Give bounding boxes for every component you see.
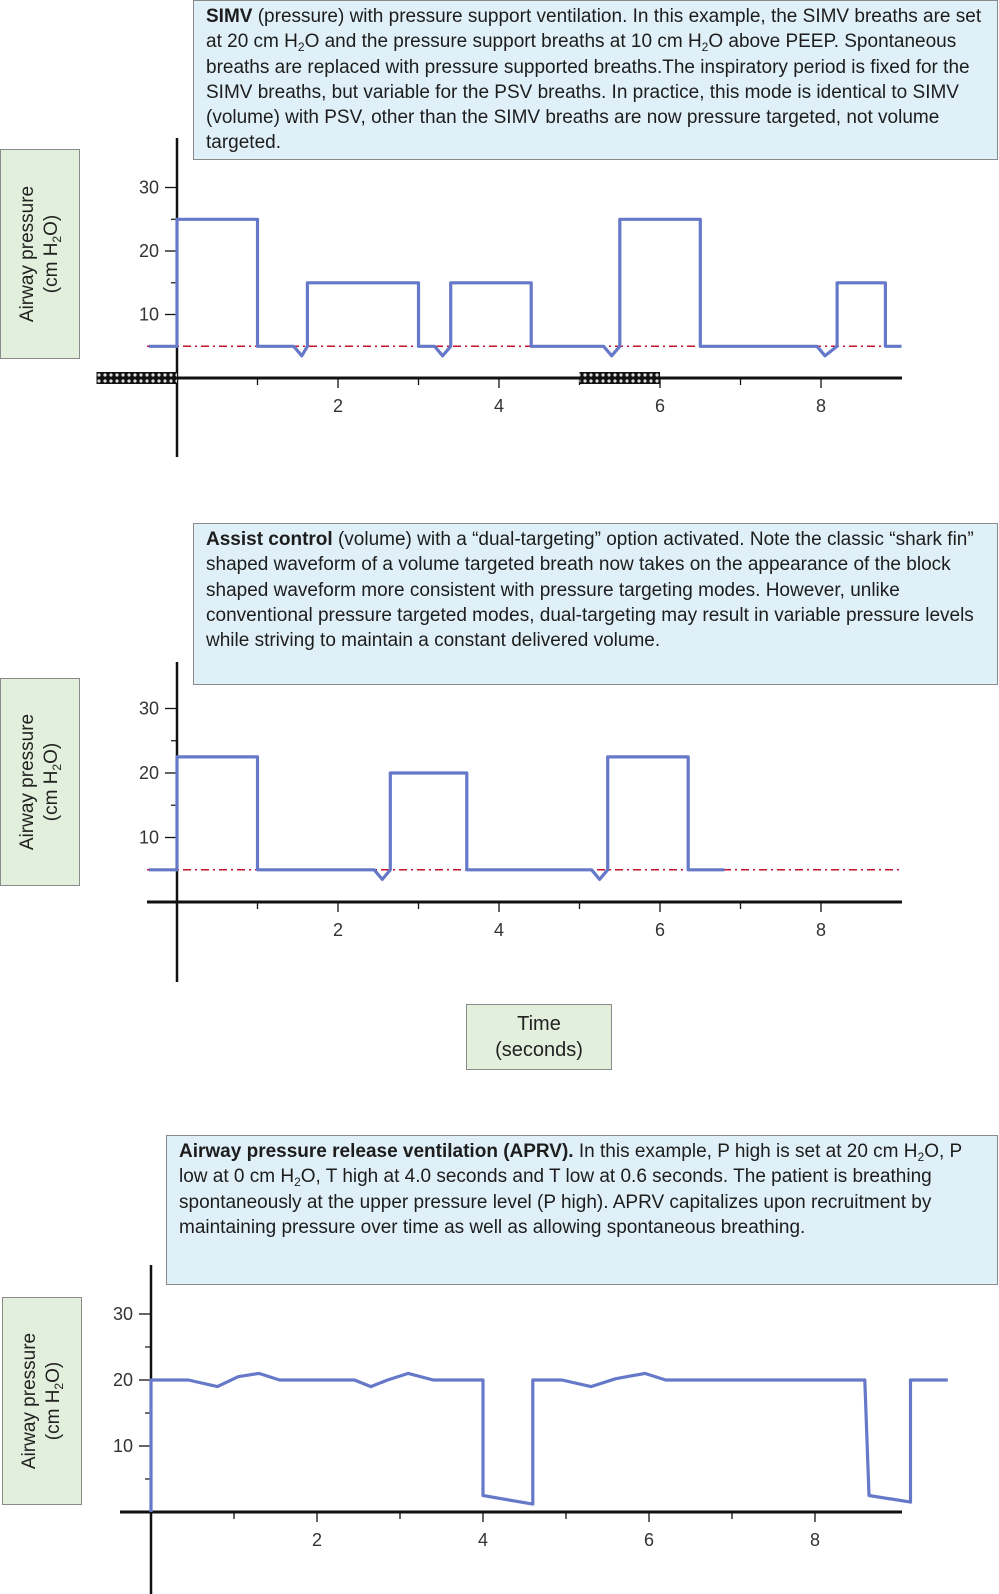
x-tick-label-3-8: 8	[809, 1530, 821, 1550]
pressure-waveform-3	[151, 1373, 948, 1512]
ylabel-box-3: Airway pressure (cm $H_2O$)	[2, 1297, 82, 1505]
y-tick-label-2-20: 20	[138, 763, 159, 783]
x-tick-label-1-2: 2	[332, 396, 344, 416]
caption-assist-control: Assist control (volume) with a “dual-targeting” option activated. Note the classic “shark fin” shaped waveform of a volume targeted breath now takes on the appearance of the block shaped waveform more consistent with pressure targeting modes. However, unlike conventional pressure targeted modes, dual-targeting may result in variable pressure levels while striving to maintain a constant delivered volume.	[193, 523, 998, 685]
caption-simv: SIMV (pressure) with pressure support ventilation. In this example, the SIMV breaths are set at 20 cm $H_2O$ and the pressure support breaths at 10 cm $H_2O$ above PEEP. Spontaneous breaths are replaced with pressure supported breaths.The inspiratory period is fixed for the SIMV breaths, but variable for the PSV breaths. In practice, this mode is identical to SIMV (volume) with PSV, other than the SIMV breaths are now pressure targeted, not volume targeted.	[193, 0, 998, 160]
x-tick-label-2-8: 8	[815, 920, 827, 940]
x-tick-label-3-2: 2	[311, 1530, 323, 1550]
x-tick-label-3-4: 4	[477, 1530, 489, 1550]
y-tick-label-3-20: 20	[112, 1370, 133, 1390]
ylabel-box-1: Airway pressure (cm $H_2O$)	[0, 149, 80, 359]
x-tick-label-2-4: 4	[493, 920, 505, 940]
y-tick-label-1-10: 10	[138, 304, 159, 325]
y-tick-label-1-20: 20	[138, 241, 159, 261]
y-tick-label-3-10: 10	[112, 1436, 133, 1456]
time-label-box: Time (seconds)	[466, 1004, 612, 1070]
ylabel-box-2: Airway pressure (cm $H_2O$)	[0, 678, 80, 886]
inspiratory-marker-1	[97, 372, 178, 384]
x-tick-label-1-6: 6	[654, 396, 666, 416]
x-tick-label-1-4: 4	[493, 396, 505, 416]
pressure-waveform-2	[149, 757, 725, 880]
pressure-waveform-1	[149, 219, 902, 355]
caption-aprv-bold: Airway pressure release ventilation (APRV).	[179, 1141, 574, 1162]
y-tick-label-2-10: 10	[138, 827, 159, 848]
x-tick-label-2-6: 6	[654, 920, 666, 940]
y-tick-label-2-30: 30	[138, 698, 159, 719]
caption-simv-bold: SIMV	[206, 6, 253, 27]
y-tick-label-3-30: 30	[112, 1304, 133, 1324]
caption-assist-bold: Assist control	[206, 529, 333, 550]
y-tick-label-1-30: 30	[138, 177, 159, 198]
x-tick-label-3-6: 6	[643, 1530, 655, 1550]
caption-aprv: Airway pressure release ventilation (APRV). In this example, P high is set at 20 cm $H_2O$, P low at 0 cm $H_2O$, T high at 4.0 seconds and T low at 0.6 seconds. The patient is breathing spontaneously at the upper pressure level (P high). APRV capitalizes upon recruitment by maintaining pressure over time as well as allowing spontaneous breathing.	[166, 1135, 998, 1285]
x-tick-label-2-2: 2	[332, 920, 344, 940]
inspiratory-marker-2	[580, 372, 661, 384]
x-tick-label-1-8: 8	[815, 396, 827, 416]
